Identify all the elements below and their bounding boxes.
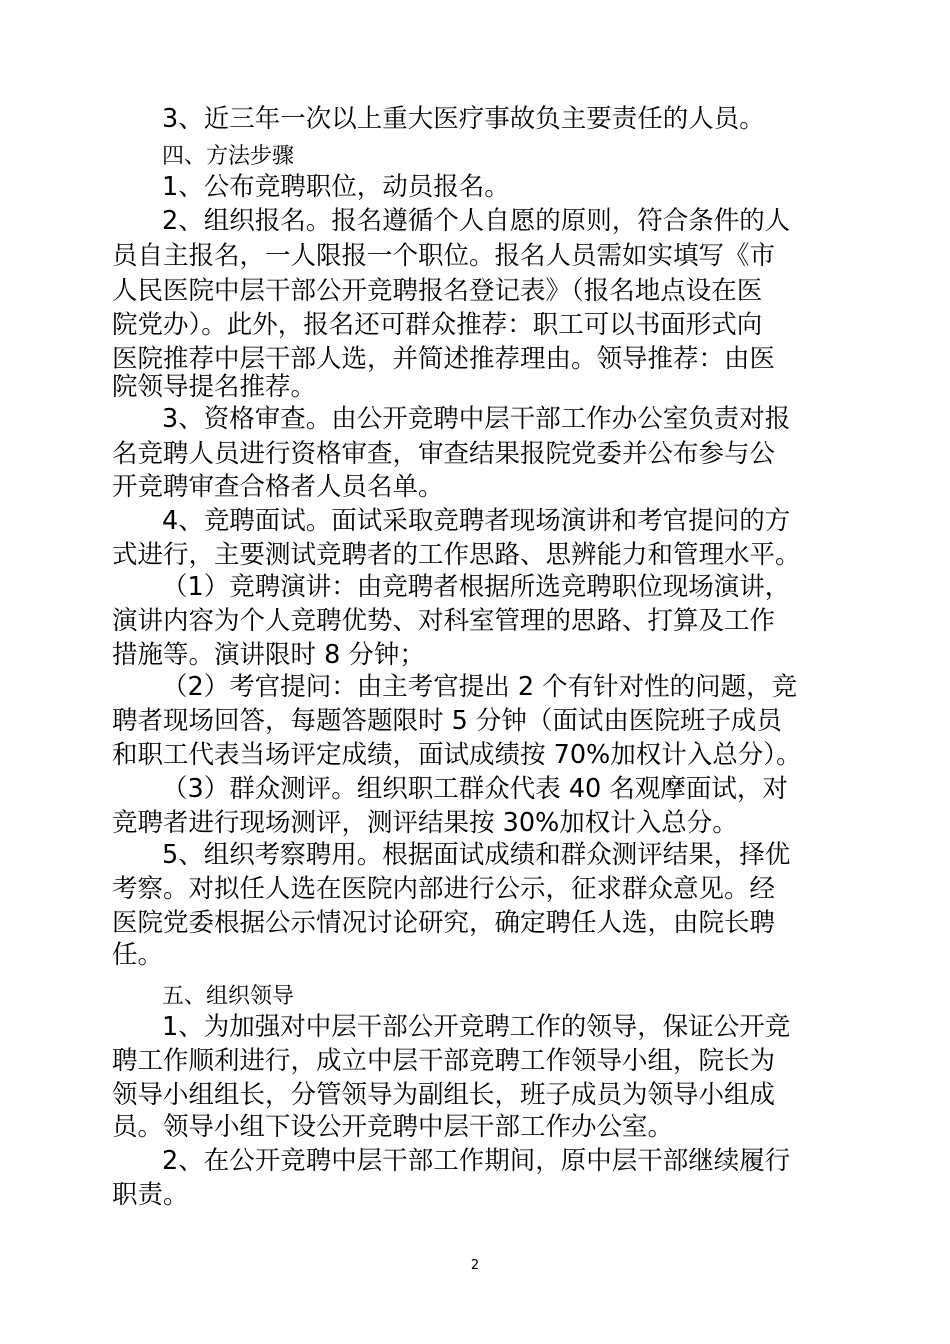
text-line: 演讲内容为个人竞聘优势、对科室管理的思路、打算及工作 — [112, 606, 776, 636]
text-line: 医院党委根据公示情况讨论研究，确定聘任人选，由院长聘 — [112, 908, 776, 938]
text-line: 考察。对拟任人选在医院内部进行公示，征求群众意见。经 — [112, 874, 776, 904]
text-line: 和职工代表当场评定成绩，面试成绩按 70%加权计入总分）。 — [112, 740, 802, 770]
text-line: 员自主报名，一人限报一个职位。报名人员需如实填写《市 — [112, 241, 776, 271]
text-line: （1）竞聘演讲：由竞聘者根据所选竞聘职位现场演讲， — [162, 572, 791, 602]
text-line: 3、近三年一次以上重大医疗事故负主要责任的人员。 — [162, 104, 765, 134]
text-line: 3、资格审查。由公开竞聘中层干部工作办公室负责对报 — [162, 404, 791, 434]
text-line: 医院推荐中层干部人选，并简述推荐理由。领导推荐：由医 — [112, 344, 776, 374]
section-heading: 五、组织领导 — [162, 984, 295, 1009]
text-line: 竞聘者进行现场测评，测评结果按 30%加权计入总分。 — [112, 808, 738, 838]
text-line: （3）群众测评。组织职工群众代表 40 名观摩面试，对 — [162, 774, 788, 804]
text-line: 人民医院中层干部公开竞聘报名登记表》（报名地点设在医 — [112, 276, 763, 306]
text-line: 开竞聘审查合格者人员名单。 — [112, 472, 444, 502]
text-line: 2、组织报名。报名遵循个人自愿的原则，符合条件的人 — [162, 206, 791, 236]
section-heading: 四、方法步骤 — [162, 144, 295, 169]
text-line: 院领导提名推荐。 — [112, 372, 317, 402]
text-line: 聘者现场回答，每题答题限时 5 分钟（面试由医院班子成员 — [112, 706, 782, 736]
text-line: 职责。 — [112, 1180, 189, 1210]
text-line: 5、组织考察聘用。根据面试成绩和群众测评结果，择优 — [162, 840, 791, 870]
text-line: （2）考官提问：由主考官提出 2 个有针对性的问题，竞 — [162, 672, 798, 702]
text-line: 1、公布竞聘职位，动员报名。 — [162, 172, 510, 202]
text-line: 4、竞聘面试。面试采取竞聘者现场演讲和考官提问的方 — [162, 506, 791, 536]
text-line: 领导小组组长，分管领导为副组长，班子成员为领导小组成 — [112, 1080, 776, 1110]
page-number: 2 — [470, 1258, 480, 1273]
text-line: 聘工作顺利进行，成立中层干部竞聘工作领导小组，院长为 — [112, 1046, 776, 1076]
text-line: 1、为加强对中层干部公开竞聘工作的领导，保证公开竞 — [162, 1012, 791, 1042]
text-line: 2、在公开竞聘中层干部工作期间，原中层干部继续履行 — [162, 1146, 791, 1176]
text-line: 员。领导小组下设公开竞聘中层干部工作办公室。 — [112, 1112, 674, 1142]
text-line: 措施等。演讲限时 8 分钟； — [112, 640, 425, 670]
text-line: 式进行，主要测试竞聘者的工作思路、思辨能力和管理水平。 — [112, 540, 801, 570]
text-line: 任。 — [112, 940, 164, 970]
text-line: 院党办）。此外，报名还可群众推荐：职工可以书面形式向 — [112, 310, 763, 340]
text-line: 名竞聘人员进行资格审查，审查结果报院党委并公布参与公 — [112, 439, 776, 469]
